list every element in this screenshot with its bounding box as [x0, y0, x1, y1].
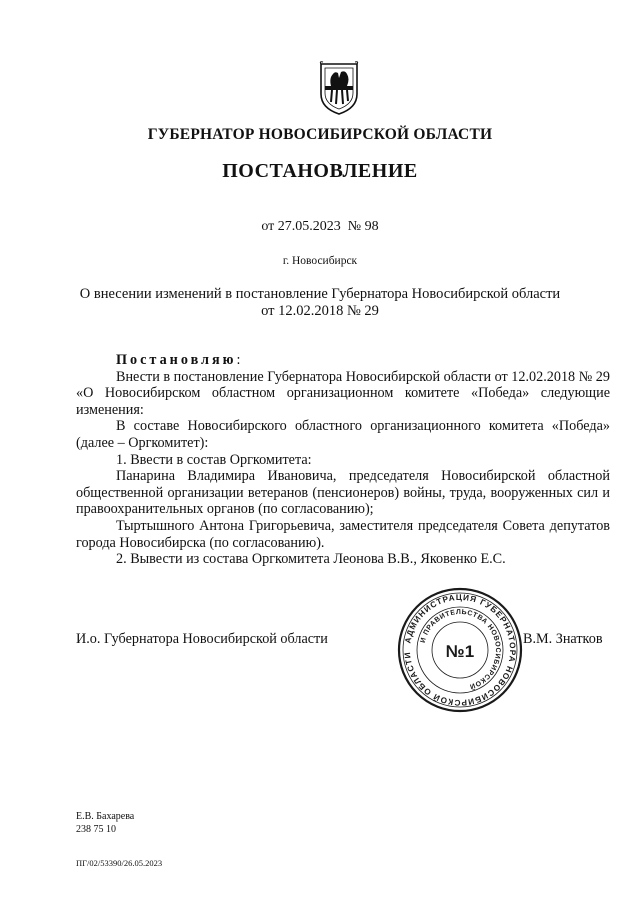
paragraph: Тыртышного Антона Григорьевича, заместителя председателя Совета депутатов города Новосибирска (по согласованию). [76, 517, 610, 551]
resolve-heading [76, 352, 610, 369]
executor-name: Е.В. Бахарева [76, 811, 135, 822]
official-seal-icon [396, 586, 524, 714]
signatory-name: В.М. Знатков [523, 631, 603, 647]
seal-number: №1 [445, 642, 475, 661]
document-type: ПОСТАНОВЛЕНИЕ [222, 160, 418, 182]
paragraph: 1. Ввести в состав Оргкомитета: [116, 451, 312, 468]
paragraph: В составе Новосибирского областного организационного комитета «Победа» (далее – Оргкомитет): [76, 418, 610, 451]
date-and-number: от 27.05.2023 № 98 [261, 219, 379, 234]
signatory-title: И.о. Губернатора Новосибирской области [76, 631, 328, 647]
paragraph: Панарина Владимира Ивановича, председателя Новосибирской областной общественной организации ветеранов (пенсионеров) войны, труда, вооруженных сил и правоохранительных органов (по согласованию); [76, 468, 610, 518]
seal-inner-text: И ПРАВИТЕЛЬСТВА НОВОСИБИРСКОЙ [419, 608, 502, 690]
subject-line-1: О внесении изменений в постановление Губернатора Новосибирской области [79, 286, 561, 302]
resolve-colon: : [236, 352, 241, 368]
document-subject [0, 286, 640, 320]
coat-of-arms-icon [317, 60, 361, 116]
seal-outer-text: АДМИНИСТРАЦИЯ ГУБЕРНАТОРА НОВОСИБИРСКОЙ ОБЛАСТИ [402, 592, 518, 708]
registration-code: ПГ/02/53390/26.05.2023 [76, 858, 163, 868]
paragraph: Внести в постановление Губернатора Новосибирской области от 12.02.2018 № 29 «О Новосибирском областном организационном комитете «Победа» следующие изменения: [76, 368, 610, 418]
subject-line-2: от 12.02.2018 № 29 [261, 303, 379, 319]
paragraph: 2. Вывести из состава Оргкомитета Леонова В.В., Яковенко Е.С. [116, 551, 506, 568]
resolve-word: Постановляю [116, 352, 237, 368]
document-body [76, 352, 610, 568]
executor-phone: 238 75 10 [76, 824, 116, 835]
city: г. Новосибирск [282, 255, 358, 267]
authority-title: ГУБЕРНАТОР НОВОСИБИРСКОЙ ОБЛАСТИ [147, 126, 493, 143]
